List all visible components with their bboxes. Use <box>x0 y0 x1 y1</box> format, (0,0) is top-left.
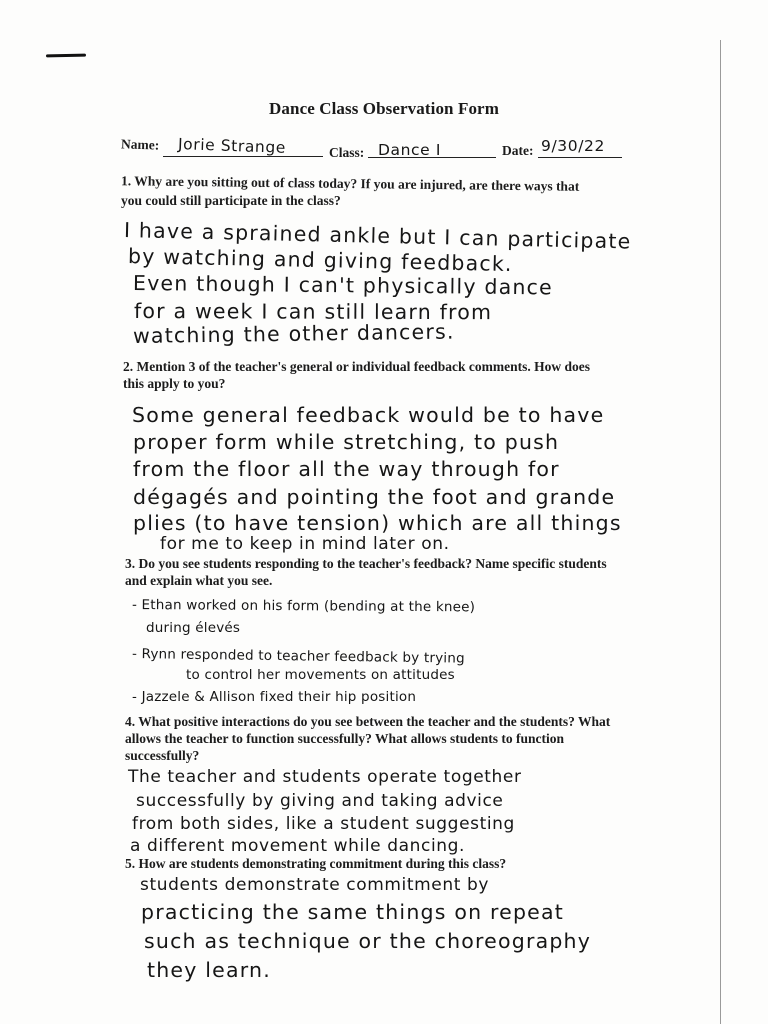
date-underline <box>538 157 622 158</box>
name-label: Name: <box>120 136 160 153</box>
answer-1-line-2: by watching and giving feedback. <box>127 244 513 277</box>
page-edge-line <box>720 40 721 1024</box>
answer-3-line-5: - Jazzele & Allison fixed their hip position <box>132 689 417 705</box>
name-value: Jorie Strange <box>177 135 287 157</box>
question-2-line-1: 2. Mention 3 of the teacher's general or individual feedback comments. How does <box>123 359 590 374</box>
answer-4-line-4: a different movement while dancing. <box>130 836 466 856</box>
answer-1-line-5: watching the other dancers. <box>132 319 455 348</box>
answer-2-line-4: dégagés and pointing the foot and grande <box>133 485 616 509</box>
question-4-line-3: successfully? <box>125 748 200 763</box>
question-1-line-2: you could still participate in the class? <box>121 193 341 208</box>
answer-4-line-3: from both sides, like a student suggesting <box>132 814 515 834</box>
date-value: 9/30/22 <box>541 137 605 155</box>
form-title: Dance Class Observation Form <box>269 99 499 118</box>
margin-dash-mark <box>46 54 86 58</box>
answer-3-line-3: - Rynn responded to teacher feedback by trying <box>131 646 465 667</box>
answer-2-line-1: Some general feedback would be to have <box>132 403 605 427</box>
answer-2-line-5: plies (to have tension) which are all things <box>133 511 622 535</box>
answer-3-line-2: during élevés <box>146 620 241 636</box>
answer-1-line-1: I have a sprained ankle but I can participate <box>123 218 632 254</box>
class-value: Dance I <box>378 141 442 159</box>
answer-5-line-1: students demonstrate commitment by <box>140 875 490 895</box>
question-1-line-1: 1. Why are you sitting out of class today? If you are injured, are there ways that <box>120 173 580 194</box>
answer-1-line-4: for a week I can still learn from <box>133 299 493 325</box>
answer-2-line-3: from the floor all the way through for <box>133 457 560 481</box>
answer-5-line-4: they learn. <box>147 958 271 982</box>
answer-2-line-2: proper form while stretching, to push <box>133 430 560 454</box>
question-4-line-2: allows the teacher to function successfully? What allows students to function <box>125 731 565 746</box>
answer-3-line-1: - Ethan worked on his form (bending at the knee) <box>131 597 476 616</box>
answer-1-line-3: Even though I can't physically dance <box>132 271 554 300</box>
answer-4-line-2: successfully by giving and taking advice <box>136 791 504 811</box>
answer-3-line-4: to control her movements on attitudes <box>186 667 455 683</box>
question-3-line-2: and explain what you see. <box>125 573 273 588</box>
name-underline <box>163 156 323 157</box>
answer-2-line-6: for me to keep in mind later on. <box>160 534 450 554</box>
question-2-line-2: this apply to you? <box>123 376 226 391</box>
answer-4-line-1: The teacher and students operate together <box>128 767 522 787</box>
date-label: Date: <box>502 143 534 158</box>
class-label: Class: <box>329 145 365 160</box>
answer-5-line-2: practicing the same things on repeat <box>141 900 564 924</box>
answer-5-line-3: such as technique or the choreography <box>144 929 592 953</box>
question-5-line-1: 5. How are students demonstrating commitment during this class? <box>125 856 507 871</box>
question-3-line-1: 3. Do you see students responding to the teacher's feedback? Name specific students <box>125 556 607 571</box>
question-4-line-1: 4. What positive interactions do you see between the teacher and the students? What <box>125 714 611 729</box>
